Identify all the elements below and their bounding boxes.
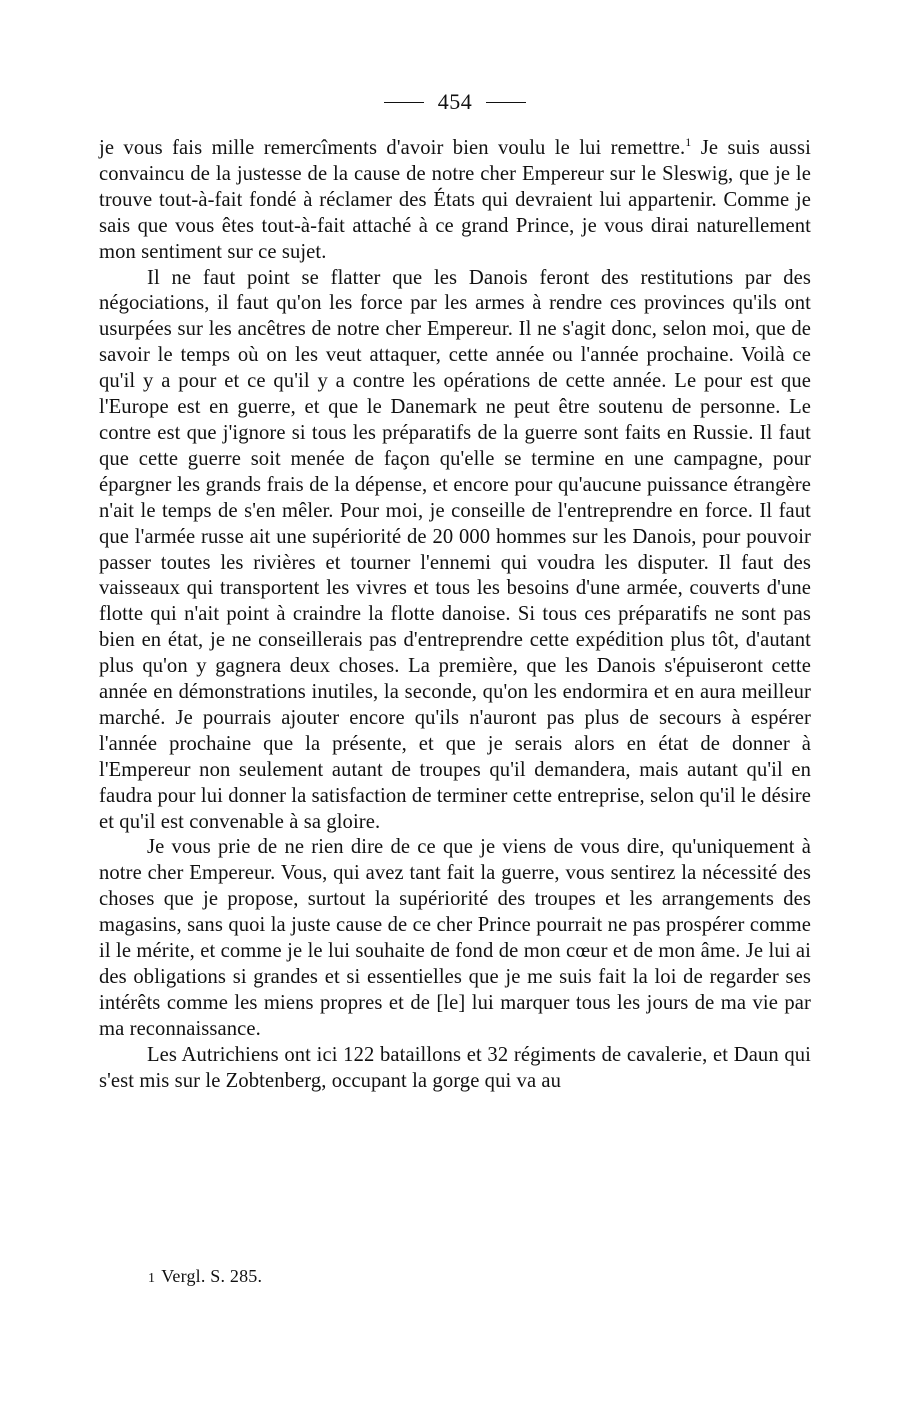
footnote-reference: 1 <box>685 135 692 150</box>
footnote-text: Vergl. S. 285. <box>161 1266 263 1286</box>
book-page <box>99 88 811 1095</box>
paragraph: Je vous prie de ne rien dire de ce que je viens de vous dire, qu'uniquement à notre cher Empereur. Vous, qui avez tant fait la guerre, vous sentirez la nécessité des choses que je propose, surtout la supériorité des troupes et les arrangements des magasins, sans quoi la juste cause de ce cher Prince pourrait ne pas prospérer comme il le mérite, et comme je le lui souhaite de fond de mon cœur et de mon âme. Je lui ai des obligations si grandes et si essentielles que je me suis fait la loi de regarder ses intérêts comme les miens propres et de [le] lui marquer tous les jours de ma vie par ma reconnaissance. <box>99 836 811 1040</box>
paragraph-continued <box>99 136 811 266</box>
paragraph-text-after-note: Je suis aussi convaincu de la justesse de la cause de notre cher Empereur sur le Sleswig, que je le trouve tout-à-fait fondé à réclamer des États qui devraient lui appartenir. Comme je sais que vous êtes tout-à-fait attaché à ce grand Prince, je vous dirai naturellement mon sentiment sur ce sujet. <box>99 137 811 263</box>
paragraph-text-before-note: je vous fais mille remercîments d'avoir bien voulu le lui remettre. <box>99 137 686 159</box>
paragraph: Il ne faut point se flatter que les Danois feront des restitutions par des négociations, il faut qu'on les force par les armes à rendre ces provinces qu'ils ont usurpées sur les ancêtres de notre cher Empereur. Il ne s'agit donc, selon moi, que de savoir le temps où on les veut attaquer, cette année ou l'année prochaine. Voilà ce qu'il y a pour et ce qu'il y a contre les opérations de cette année. Le pour est que l'Europe est en guerre, et que le Danemark ne peut être soutenu de personne. Le contre est que j'ignore si tous les préparatifs de la guerre sont faits en Russie. Il faut que cette guerre soit menée de façon qu'elle se termine en une campagne, pour épargner les grands frais de la dépense, et encore pour qu'aucune puissance étrangère n'ait le temps de s'en mêler. Pour moi, je conseille de l'entreprendre en force. Il faut que l'armée russe ait une supériorité de 20 000 hommes sur les Danois, pour pouvoir passer toutes les rivières et tourner l'ennemi qui voudra les disputer. Il faut des vaisseaux qui transportent les vivres et tous les besoins d'une armée, couverts d'une flotte qui n'ait point à craindre la flotte danoise. Si tous ces préparatifs ne sont pas bien en état, je ne conseillerais pas d'entreprendre cette expédition plus tôt, d'autant plus qu'on y gagnera deux choses. La première, que les Danois s'épuiseront cette année en démonstrations inutiles, la seconde, qu'on les endormira et en aura meilleur marché. Je pourrais ajouter encore qu'ils n'auront pas plus de secours à espérer l'année prochaine que la présente, et que je serais alors en état de donner à l'Empereur non seulement autant de troupes qu'il demandera, mais autant qu'il en faudra pour lui donner la satisfaction de terminer cette entreprise, selon qu'il le désire et qu'il est convenable à sa gloire. <box>99 266 811 833</box>
header-rule-left <box>384 102 424 103</box>
letter-body <box>99 136 811 1095</box>
header-rule-right <box>486 102 526 103</box>
page-header <box>99 88 811 116</box>
footnote-number: 1 <box>148 1271 156 1286</box>
footnote <box>148 1266 262 1287</box>
paragraph: Les Autrichiens ont ici 122 bataillons et 32 régiments de cavalerie, et Daun qui s'est mis sur le Zobtenberg, occupant la gorge qui va au <box>99 1043 811 1092</box>
page-number: 454 <box>437 89 473 114</box>
